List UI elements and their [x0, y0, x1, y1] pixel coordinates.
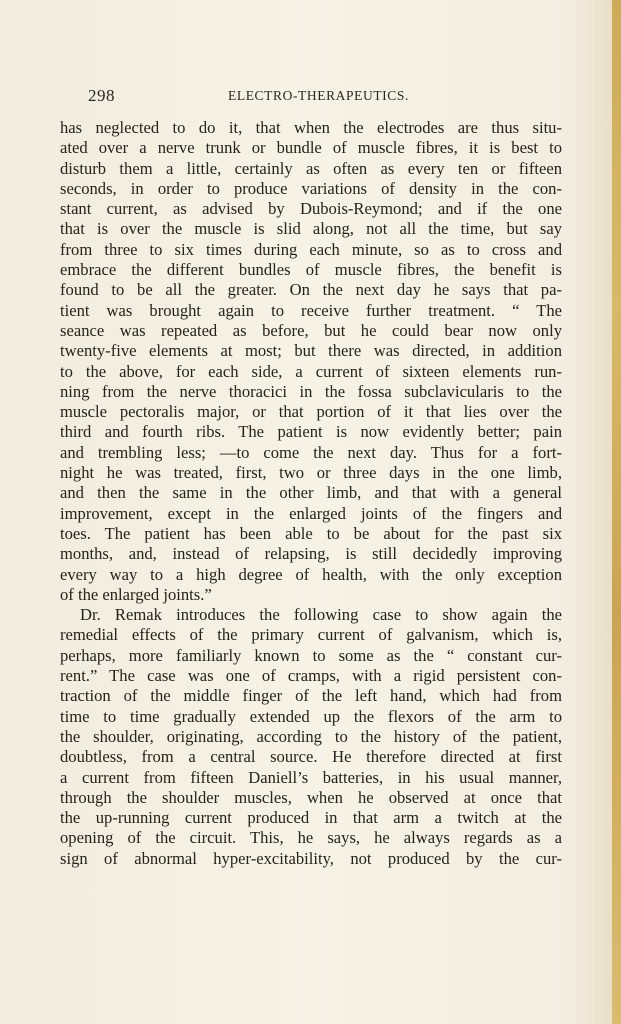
text-line: perhaps, more familiarly known to some as the “ constant cur- [60, 645, 562, 665]
text-line: remedial effects of the primary current of galvanism, which is, [60, 625, 562, 645]
text-line: ated over a nerve trunk or bundle of muscle fibres, it is best to [60, 138, 562, 158]
text-line: to the above, for each side, a current of sixteen elements run- [60, 361, 562, 381]
text-line: seconds, in order to produce variations of density in the con- [60, 178, 562, 198]
text-line: twenty-five elements at most; but there was directed, in addition [60, 341, 562, 361]
text-line: and trembling less; —to come the next day. Thus for a fort- [60, 442, 562, 462]
text-line: improvement, except in the enlarged joints of the fingers and [60, 503, 562, 523]
page-header [88, 86, 528, 108]
text-line: muscle pectoralis major, or that portion of it that lies over the [60, 402, 562, 422]
text-line: tient was brought again to receive further treatment. “ The [60, 300, 562, 320]
text-line: stant current, as advised by Dubois-Reymond; and if the one [60, 199, 562, 219]
text-line: through the shoulder muscles, when he observed at once that [60, 787, 562, 807]
text-line: third and fourth ribs. The patient is now evidently better; pain [60, 422, 562, 442]
text-line: night he was treated, first, two or three days in the one limb, [60, 463, 562, 483]
text-line: found to be all the greater. On the next day he says that pa- [60, 280, 562, 300]
page-edge [612, 0, 621, 1024]
text-line: the shoulder, originating, according to the history of the patient, [60, 726, 562, 746]
text-line: from three to six times during each minute, so as to cross and [60, 239, 562, 259]
text-line: seance was repeated as before, but he could bear now only [60, 320, 562, 340]
text-line: rent.” The case was one of cramps, with a rigid persistent con- [60, 666, 562, 686]
page-number: 298 [88, 86, 115, 105]
text-line: disturb them a little, certainly as often as every ten or fifteen [60, 158, 562, 178]
text-line: traction of the middle finger of the left hand, which had from [60, 686, 562, 706]
text-line: every way to a high degree of health, with the only exception [60, 564, 562, 584]
text-line: opening of the circuit. This, he says, he always regards as a [60, 828, 562, 848]
running-head: ELECTRO-THERAPEUTICS. [228, 88, 409, 103]
text-line: the up-running current produced in that arm a twitch at the [60, 808, 562, 828]
text-line: ning from the nerve thoracici in the fossa subclavicularis to the [60, 381, 562, 401]
text-line: embrace the different bundles of muscle fibres, the benefit is [60, 260, 562, 280]
text-line: sign of abnormal hyper-excitability, not produced by the cur- [60, 848, 562, 868]
text-line: has neglected to do it, that when the electrodes are thus situ- [60, 118, 562, 137]
text-line: Dr. Remak introduces the following case to show again the [80, 605, 562, 625]
text-line: that is over the muscle is slid along, not all the time, but say [60, 219, 562, 239]
text-line: of the enlarged joints.” [60, 584, 212, 604]
body-text [60, 118, 562, 869]
text-line: and then the same in the other limb, and that with a general [60, 483, 562, 503]
text-line: toes. The patient has been able to be about for the past six [60, 523, 562, 543]
text-line: doubtless, from a central source. He therefore directed at first [60, 747, 562, 767]
text-line: months, and, instead of relapsing, is still decidedly improving [60, 544, 562, 564]
text-line: a current from fifteen Daniell’s batteries, in his usual manner, [60, 767, 562, 787]
text-line: time to time gradually extended up the flexors of the arm to [60, 706, 562, 726]
